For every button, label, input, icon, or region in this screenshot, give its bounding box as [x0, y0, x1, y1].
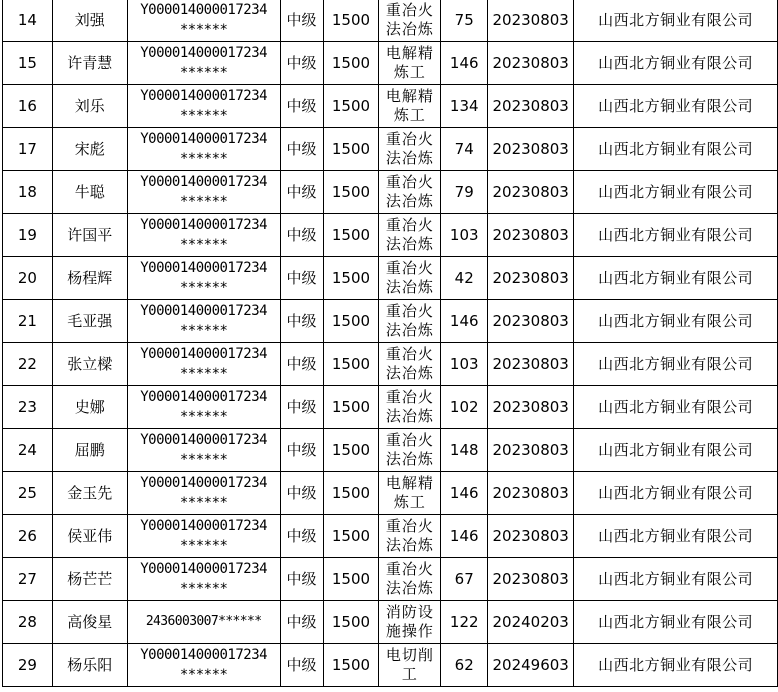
row-number-cell: 17 [3, 128, 53, 171]
occupation-cell: 重冶火法冶炼 [379, 0, 441, 42]
table-row [3, 257, 778, 300]
issue-date-cell: 20230803 [488, 300, 574, 343]
score-cell: 79 [441, 171, 488, 214]
certificate-number-line: ****** [179, 323, 228, 339]
certificate-number-line: Y000014000017234 [140, 45, 268, 61]
table-row [3, 85, 778, 128]
occupation-cell: 重冶火法冶炼 [379, 558, 441, 601]
name-cell: 宋彪 [52, 128, 127, 171]
subsidy-amount-cell: 1500 [323, 601, 379, 644]
occupation-cell: 重冶火法冶炼 [379, 171, 441, 214]
table-row [3, 386, 778, 429]
certificate-number-line: Y000014000017234 [140, 217, 268, 233]
issue-date-cell: 20230803 [488, 257, 574, 300]
score-cell: 122 [441, 601, 488, 644]
company-cell: 山西北方铜业有限公司 [574, 429, 778, 472]
skill-level-cell: 中级 [280, 85, 323, 128]
name-cell: 史娜 [52, 386, 127, 429]
company-cell: 山西北方铜业有限公司 [574, 257, 778, 300]
name-cell: 高俊星 [52, 601, 127, 644]
occupation-cell: 重冶火法冶炼 [379, 128, 441, 171]
company-cell: 山西北方铜业有限公司 [574, 0, 778, 42]
issue-date-cell: 20230803 [488, 386, 574, 429]
occupation-cell: 重冶火法冶炼 [379, 214, 441, 257]
certificate-number-cell [127, 601, 280, 644]
subsidy-amount-cell: 1500 [323, 85, 379, 128]
certificate-number-line: ****** [179, 108, 228, 124]
name-cell: 张立樑 [52, 343, 127, 386]
table-body [3, 0, 778, 687]
certificate-number-line: ****** [179, 280, 228, 296]
name-cell: 屈鹏 [52, 429, 127, 472]
score-cell: 103 [441, 343, 488, 386]
table-row [3, 644, 778, 687]
certificate-number-line: ****** [179, 409, 228, 425]
subsidy-roster-table [2, 0, 778, 687]
certificate-number-line: Y000014000017234 [140, 260, 268, 276]
table-row [3, 128, 778, 171]
subsidy-amount-cell: 1500 [323, 429, 379, 472]
certificate-number-cell [127, 515, 280, 558]
skill-level-cell: 中级 [280, 257, 323, 300]
occupation-cell: 电解精炼工 [379, 85, 441, 128]
certificate-number-line: ****** [179, 22, 228, 38]
subsidy-amount-cell: 1500 [323, 214, 379, 257]
table-row [3, 343, 778, 386]
name-cell: 刘强 [52, 0, 127, 42]
score-cell: 103 [441, 214, 488, 257]
row-number-cell: 16 [3, 85, 53, 128]
occupation-cell: 电解精炼工 [379, 42, 441, 85]
row-number-cell: 18 [3, 171, 53, 214]
table-row [3, 601, 778, 644]
certificate-number-line: 2436003007****** [145, 614, 262, 629]
score-cell: 62 [441, 644, 488, 687]
occupation-cell: 消防设施操作 [379, 601, 441, 644]
subsidy-amount-cell: 1500 [323, 343, 379, 386]
score-cell: 146 [441, 472, 488, 515]
row-number-cell: 22 [3, 343, 53, 386]
table-row [3, 171, 778, 214]
row-number-cell: 27 [3, 558, 53, 601]
occupation-cell: 电解精炼工 [379, 472, 441, 515]
row-number-cell: 29 [3, 644, 53, 687]
certificate-number-line: Y000014000017234 [140, 561, 268, 577]
score-cell: 148 [441, 429, 488, 472]
certificate-number-line: ****** [179, 194, 228, 210]
certificate-number-cell [127, 42, 280, 85]
skill-level-cell: 中级 [280, 0, 323, 42]
subsidy-amount-cell: 1500 [323, 386, 379, 429]
table-row [3, 429, 778, 472]
company-cell: 山西北方铜业有限公司 [574, 128, 778, 171]
score-cell: 74 [441, 128, 488, 171]
issue-date-cell: 20230803 [488, 214, 574, 257]
row-number-cell: 28 [3, 601, 53, 644]
certificate-number-line: Y000014000017234 [140, 174, 268, 190]
score-cell: 67 [441, 558, 488, 601]
company-cell: 山西北方铜业有限公司 [574, 343, 778, 386]
issue-date-cell: 20230803 [488, 558, 574, 601]
score-cell: 102 [441, 386, 488, 429]
skill-level-cell: 中级 [280, 343, 323, 386]
skill-level-cell: 中级 [280, 386, 323, 429]
table-row [3, 472, 778, 515]
subsidy-amount-cell: 1500 [323, 515, 379, 558]
occupation-cell: 重冶火法冶炼 [379, 257, 441, 300]
issue-date-cell: 20230803 [488, 429, 574, 472]
row-number-cell: 20 [3, 257, 53, 300]
subsidy-amount-cell: 1500 [323, 0, 379, 42]
skill-level-cell: 中级 [280, 214, 323, 257]
certificate-number-line: Y000014000017234 [140, 2, 268, 18]
company-cell: 山西北方铜业有限公司 [574, 644, 778, 687]
skill-level-cell: 中级 [280, 429, 323, 472]
name-cell: 杨程辉 [52, 257, 127, 300]
name-cell: 毛亚强 [52, 300, 127, 343]
subsidy-amount-cell: 1500 [323, 300, 379, 343]
certificate-number-line: ****** [179, 65, 228, 81]
row-number-cell: 25 [3, 472, 53, 515]
score-cell: 75 [441, 0, 488, 42]
certificate-number-line: ****** [179, 495, 228, 511]
certificate-number-cell [127, 128, 280, 171]
name-cell: 刘乐 [52, 85, 127, 128]
skill-level-cell: 中级 [280, 515, 323, 558]
certificate-number-line: Y000014000017234 [140, 88, 268, 104]
name-cell: 侯亚伟 [52, 515, 127, 558]
issue-date-cell: 20230803 [488, 128, 574, 171]
name-cell: 金玉先 [52, 472, 127, 515]
table-row [3, 214, 778, 257]
certificate-number-line: ****** [179, 581, 228, 597]
issue-date-cell: 20230803 [488, 171, 574, 214]
occupation-cell: 重冶火法冶炼 [379, 386, 441, 429]
skill-level-cell: 中级 [280, 300, 323, 343]
occupation-cell: 重冶火法冶炼 [379, 515, 441, 558]
company-cell: 山西北方铜业有限公司 [574, 171, 778, 214]
certificate-number-line: Y000014000017234 [140, 518, 268, 534]
subsidy-amount-cell: 1500 [323, 171, 379, 214]
row-number-cell: 15 [3, 42, 53, 85]
certificate-number-line: ****** [179, 538, 228, 554]
issue-date-cell: 20230803 [488, 42, 574, 85]
certificate-number-cell [127, 429, 280, 472]
subsidy-amount-cell: 1500 [323, 558, 379, 601]
row-number-cell: 23 [3, 386, 53, 429]
certificate-number-line: Y000014000017234 [140, 647, 268, 663]
score-cell: 146 [441, 515, 488, 558]
company-cell: 山西北方铜业有限公司 [574, 472, 778, 515]
row-number-cell: 26 [3, 515, 53, 558]
subsidy-amount-cell: 1500 [323, 472, 379, 515]
issue-date-cell: 20230803 [488, 85, 574, 128]
certificate-number-line: Y000014000017234 [140, 346, 268, 362]
certificate-number-line: ****** [179, 151, 228, 167]
certificate-number-line: Y000014000017234 [140, 475, 268, 491]
skill-level-cell: 中级 [280, 644, 323, 687]
certificate-number-line: Y000014000017234 [140, 303, 268, 319]
company-cell: 山西北方铜业有限公司 [574, 558, 778, 601]
issue-date-cell: 20230803 [488, 343, 574, 386]
company-cell: 山西北方铜业有限公司 [574, 386, 778, 429]
occupation-cell: 重冶火法冶炼 [379, 429, 441, 472]
certificate-number-line: Y000014000017234 [140, 432, 268, 448]
company-cell: 山西北方铜业有限公司 [574, 42, 778, 85]
occupation-cell: 电切削工 [379, 644, 441, 687]
certificate-number-cell [127, 300, 280, 343]
subsidy-amount-cell: 1500 [323, 42, 379, 85]
certificate-number-cell [127, 386, 280, 429]
occupation-cell: 重冶火法冶炼 [379, 300, 441, 343]
subsidy-amount-cell: 1500 [323, 644, 379, 687]
name-cell: 杨芒芒 [52, 558, 127, 601]
certificate-number-cell [127, 0, 280, 42]
certificate-number-line: ****** [179, 667, 228, 683]
score-cell: 146 [441, 42, 488, 85]
issue-date-cell: 20240203 [488, 601, 574, 644]
row-number-cell: 14 [3, 0, 53, 42]
certificate-number-cell [127, 644, 280, 687]
issue-date-cell: 20249603 [488, 644, 574, 687]
skill-level-cell: 中级 [280, 171, 323, 214]
table-row [3, 558, 778, 601]
issue-date-cell: 20230803 [488, 472, 574, 515]
certificate-number-line: ****** [179, 366, 228, 382]
certificate-number-line: Y000014000017234 [140, 389, 268, 405]
score-cell: 42 [441, 257, 488, 300]
issue-date-cell: 20230803 [488, 515, 574, 558]
certificate-number-line: ****** [179, 452, 228, 468]
certificate-number-cell [127, 85, 280, 128]
row-number-cell: 24 [3, 429, 53, 472]
skill-level-cell: 中级 [280, 42, 323, 85]
certificate-number-cell [127, 343, 280, 386]
skill-level-cell: 中级 [280, 128, 323, 171]
skill-level-cell: 中级 [280, 601, 323, 644]
certificate-number-cell [127, 214, 280, 257]
name-cell: 杨乐阳 [52, 644, 127, 687]
occupation-cell: 重冶火法冶炼 [379, 343, 441, 386]
certificate-number-line: Y000014000017234 [140, 131, 268, 147]
subsidy-amount-cell: 1500 [323, 128, 379, 171]
name-cell: 许国平 [52, 214, 127, 257]
certificate-number-cell [127, 472, 280, 515]
table-row [3, 0, 778, 42]
row-number-cell: 21 [3, 300, 53, 343]
company-cell: 山西北方铜业有限公司 [574, 515, 778, 558]
subsidy-amount-cell: 1500 [323, 257, 379, 300]
row-number-cell: 19 [3, 214, 53, 257]
company-cell: 山西北方铜业有限公司 [574, 214, 778, 257]
table-row [3, 300, 778, 343]
score-cell: 134 [441, 85, 488, 128]
skill-level-cell: 中级 [280, 472, 323, 515]
company-cell: 山西北方铜业有限公司 [574, 601, 778, 644]
company-cell: 山西北方铜业有限公司 [574, 85, 778, 128]
name-cell: 牛聪 [52, 171, 127, 214]
skill-level-cell: 中级 [280, 558, 323, 601]
certificate-number-cell [127, 257, 280, 300]
issue-date-cell: 20230803 [488, 0, 574, 42]
table-row [3, 515, 778, 558]
name-cell: 许青慧 [52, 42, 127, 85]
certificate-number-cell [127, 171, 280, 214]
certificate-number-line: ****** [179, 237, 228, 253]
table-row [3, 42, 778, 85]
company-cell: 山西北方铜业有限公司 [574, 300, 778, 343]
score-cell: 146 [441, 300, 488, 343]
certificate-number-cell [127, 558, 280, 601]
